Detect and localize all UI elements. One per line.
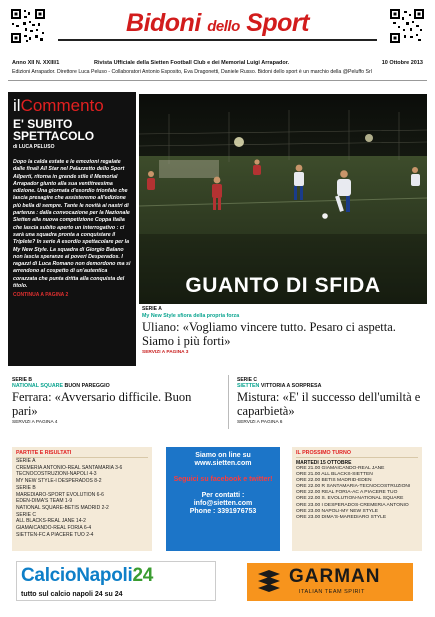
contact-email[interactable]: info@sietten.com — [193, 500, 253, 507]
calcionapoli-logo: CalcioNapoli24 — [21, 565, 154, 586]
list-item: ORE 22.00 REAL FORIA-AC A PIACERE TUO — [296, 490, 398, 496]
serie-tag: SERIE A — [142, 306, 162, 312]
garman-slogan: ITALIAN TEAM SPIRIT — [299, 589, 365, 595]
calcionapoli-ad[interactable] — [16, 561, 216, 601]
contact-phone: Phone : 3391976753 — [189, 508, 257, 515]
main-kicker: My New Style sfiora della propria forza — [142, 313, 240, 319]
story-headline[interactable]: Mistura: «E' il successo dell'umiltà e caparbietà» — [237, 390, 421, 418]
fixture-list — [296, 466, 418, 521]
editorial-byline: di LUCA PELUSO — [13, 144, 55, 150]
list-item: ORE 21.00 GIAMAICANDO-REAL JANE — [296, 466, 385, 471]
list-item: CREMERIA ANTONIO-REAL SANTAMARIA 3-6 — [16, 464, 123, 471]
serie-tag: SERIE C — [237, 377, 258, 383]
list-item: ORE 22.00 R SANTAMARIA-TECNOCOSTRUZIONI — [296, 484, 411, 490]
next-round-title: IL PROSSIMO TURNO — [296, 450, 418, 458]
story-more-link[interactable]: SERVIZI A PAGINA 6 — [237, 420, 283, 425]
list-item: MY NEW STYLE-I DESPERADOS 8-2 — [16, 478, 102, 485]
issue-date: 10 Ottobre 2013 — [381, 60, 423, 66]
story-kicker: NATIONAL SQUARE BUON PAREGGIO — [12, 383, 110, 389]
serie-tag: SERIE B — [12, 377, 33, 383]
main-more-link[interactable]: SERVIZI A PAGINA 3 — [142, 350, 189, 355]
list-item: MAREDIARO-SPORT EVOLUTION 6-6 — [16, 491, 104, 498]
calcionapoli-slogan: tutto sul calcio napoli 24 su 24 — [21, 591, 123, 598]
soccer-match-image — [139, 94, 427, 304]
list-item: ORE 22.00 BETIS MADRID-EDEN — [296, 478, 372, 484]
tagline: Rivista Ufficiale della Sietten Football Club e dei Memorial Luigi Arrapador. — [94, 60, 290, 66]
list-item: GIAMAICANDO-REAL FORIA 6-4 — [16, 525, 92, 532]
issue-line — [12, 60, 423, 66]
editorial-heading: E' SUBITO SPETTACOLO — [13, 117, 95, 143]
story-serie-c — [237, 377, 427, 425]
photo-headline: GUANTO DI SFIDA — [185, 274, 381, 297]
main-story — [142, 306, 428, 355]
next-round-box — [292, 447, 422, 551]
credits-line: Edizioni Arrapador. Direttore Luca Peluso - Collaboratori Antonio Esposito, Eva Dragonetti, Daniele Russo. Bidoni dello sport è un marchio della @Peluffo Srl — [12, 69, 372, 75]
social-text[interactable]: Seguici su facebook e twitter! — [173, 476, 273, 483]
garman-logo-icon — [255, 568, 283, 596]
editorial-body: Dopo la calda estate e le emozioni regalate dalle finali All Star nel Palazzetto dello Sport Allperti, ritorna in grande stile il Memorial Arrapador giunto alla sua ventitreesima edizione. Una giornata d'esordio trionfale che lascia presagire che assisteremo all'edizione più bella di sempre. Tante le novità ai nastri di partenza : dalla convocazione per la Nazionale Sietten alla nuova competizione Coppa Italia che lascia subito aperto un interrogativo : ci sarà una squadra pronta a conquistare il Triplete? In serie A esordio spettacolare per la My New Style. La squadra di Giorgio Balano non lascia speranze ai poveri Desperados. I ragazzi di Luca Romano non demordono ma si arrendono al cospetto di un'autentica corazzata che punta dritta alla conquista del titolo. — [13, 159, 131, 290]
list-item: SERIE B — [16, 484, 36, 491]
story-more-link[interactable]: SERVIZI A PAGINA 4 — [12, 420, 58, 425]
editorial-continue-link[interactable]: CONTINUA A PAGINA 2 — [13, 292, 69, 299]
editorial-box — [8, 92, 136, 366]
results-box — [12, 447, 152, 551]
list-item: SIETTEN-FC A PIACERE TUO 2-4 — [16, 531, 94, 538]
story-serie-b — [12, 377, 202, 425]
list-item: ORE 23.00 DIMA'S-MAREDIARO STYLE — [296, 514, 387, 520]
cover-photo — [139, 94, 427, 304]
story-divider — [228, 375, 229, 429]
list-item: ORE 23.00 NAPOLI-MY NEW STYLE — [296, 508, 378, 514]
list-item: SERIE C — [16, 511, 37, 518]
next-round-date: MARTEDI 15 OTTOBRE — [296, 460, 352, 466]
list-item: SERIE A — [16, 458, 36, 464]
list-item: EDEN-DIMA'S TEAM 1-9 — [16, 498, 73, 505]
garman-logo: GARMAN — [289, 566, 381, 587]
main-headline[interactable]: Uliano: «Vogliamo vincere tutto. Pesaro ci aspetta. Siamo i più forti» — [142, 320, 396, 348]
masthead-underline — [58, 39, 377, 41]
website-text[interactable]: Siamo on line su www.sietten.com — [194, 452, 252, 467]
list-item: ORE 21.00 ALL BLACKS-SIETTEN — [296, 472, 373, 478]
newspaper-title: Bidoni dello Sport — [126, 9, 309, 37]
results-list — [16, 458, 148, 538]
list-item: NATIONAL SQUARE-BETIS MADRID 2-2 — [16, 504, 109, 511]
garman-ad[interactable] — [247, 563, 413, 601]
editorial-title: ilCommento — [13, 96, 104, 115]
contact-label: Per contatti : — [201, 492, 245, 499]
list-item: TECNOCOSTRUZIONI-NAPOLI 4-3 — [16, 471, 97, 478]
list-item: ORE 23.00 I DESPERADOS-CREMERIA ANTONIO — [296, 502, 409, 508]
header-divider — [8, 80, 427, 81]
story-kicker: SIETTEN VITTORIA A SORPRESA — [237, 383, 322, 389]
issue-number: Anno XII N. XXIII/1 — [12, 60, 60, 66]
list-item: ORE 22.00 S. EVOLUTION-NATIONAL SQUARE — [296, 496, 404, 502]
results-title: PARTITE E RISULTATI — [16, 450, 148, 458]
story-headline[interactable]: Ferrara: «Avversario difficile. Buon pari» — [12, 390, 192, 418]
list-item: ALL BLACKS-REAL JANE 14-2 — [16, 518, 86, 525]
online-box — [166, 447, 280, 551]
masthead — [0, 9, 435, 38]
